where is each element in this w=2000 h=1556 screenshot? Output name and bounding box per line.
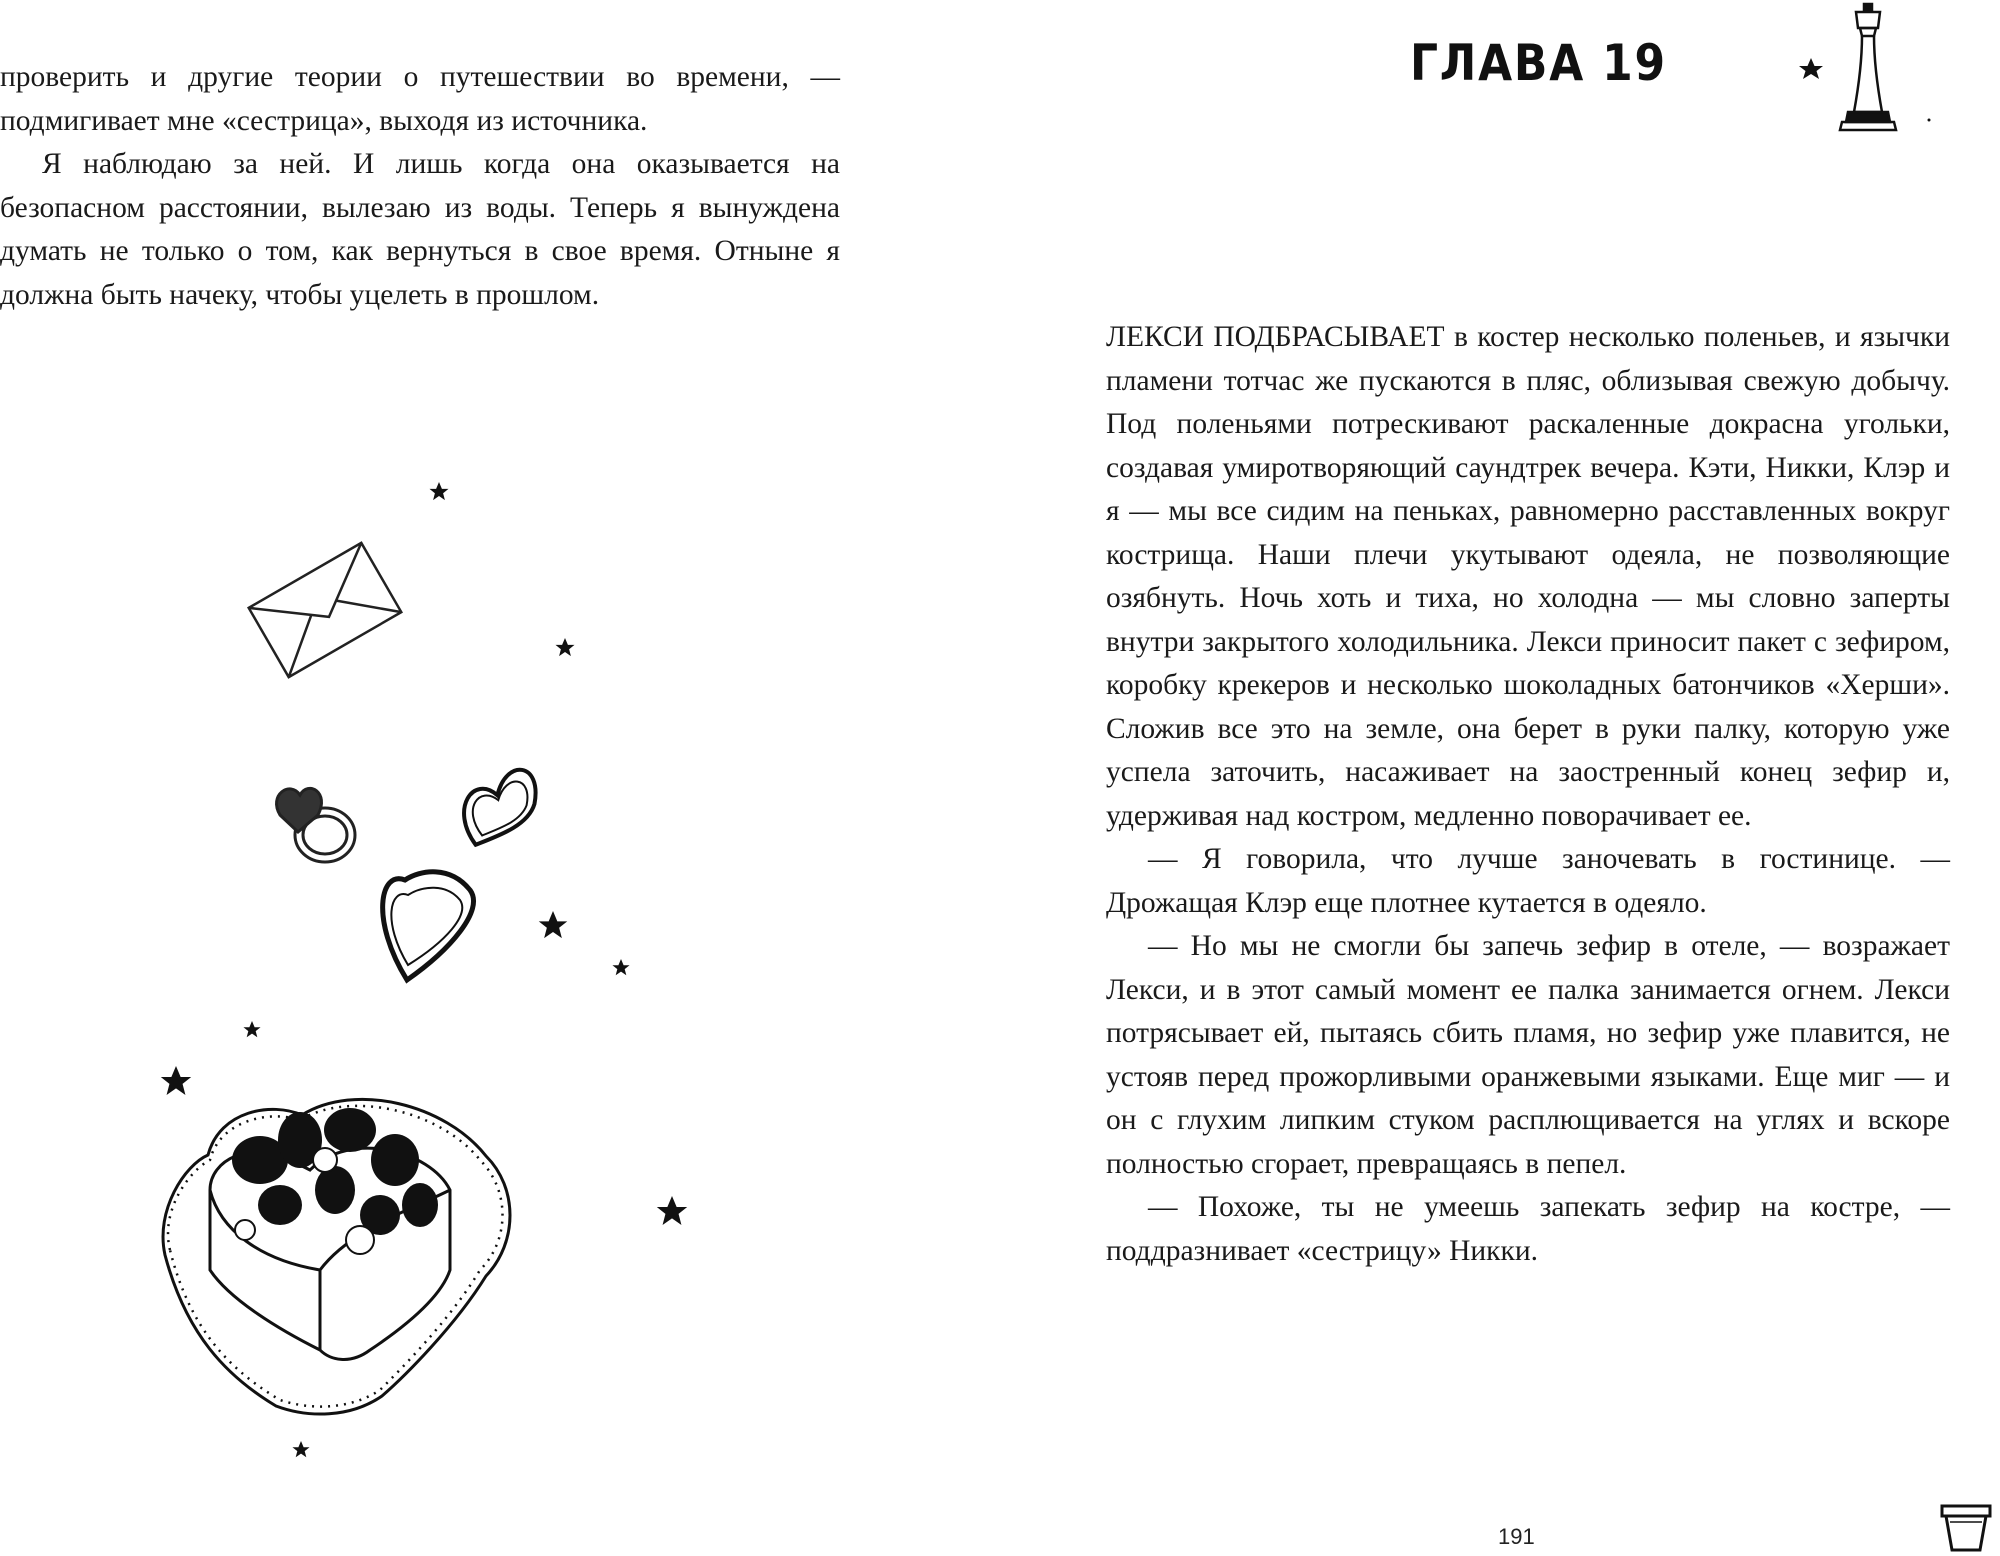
heart-cake-icon bbox=[163, 1099, 510, 1414]
ring-icon bbox=[277, 788, 355, 862]
paragraph: — Похоже, ты не умеешь запекать зефир на костре, — поддразнивает «сестрицу» Никки. bbox=[1106, 1191, 1950, 1267]
star-icon bbox=[1799, 58, 1823, 79]
chapter-decoration bbox=[1786, 0, 1936, 140]
flower-pot-icon bbox=[1936, 1496, 1996, 1554]
star-icon bbox=[243, 1021, 260, 1037]
paragraph: проверить и другие теории о путешествии во времени, — подмигивает мне «сестрица», выходя из источника. bbox=[0, 61, 840, 137]
paragraph: — Но мы не смогли бы запечь зефир в отеле, — возражает Лекси, и в этот самый момент ее палка занимается огнем. Лекси потрясывает ей, пытаясь сбить пламя, но зефир уже плавится, не устояв перед прожорливыми оранжевыми языками. Еще миг — и он с глухим липким стуком расплющивается на углях и вскоре полностью сгорает, превращаясь в пепел. bbox=[1106, 930, 1950, 1180]
star-icon bbox=[612, 959, 629, 975]
star-icon bbox=[292, 1441, 309, 1457]
star-icon bbox=[430, 482, 449, 500]
page-number: 191 bbox=[1498, 1524, 1535, 1549]
paragraph: ЛЕКСИ ПОДБРАСЫВАЕТ в костер несколько поленьев, и язычки пламени тотчас же пускаются в пляс, облизывая свежую добычу. Под поленьями потрескивают раскаленные докрасна угольки, создавая умиротворяющий саундтрек вечера. Кэти, Никки, Клэр и я — мы все сидим на пеньках, равномерно расставленных вокруг кострища. Наши плечи укутывают одеяла, не позволяющие озябнуть. Ночь хоть и тиха, но холодна — мы словно заперты внутри закрытого холодильника. Лекси приносит пакет с зефиром, коробку крекеров и несколько шоколадных батончиков «Херши». Сложив все это на земле, она берет в руки палку, которую уже успела заточить, насаживает на заостренный конец зефир и, удерживая над костром, медленно поворачивает ее. bbox=[1106, 321, 1950, 832]
chess-queen-icon bbox=[1840, 4, 1896, 130]
star-icon bbox=[657, 1196, 687, 1225]
heart-icon bbox=[383, 872, 474, 980]
star-icon bbox=[161, 1066, 191, 1095]
chapter-title: ГЛАВА 19 bbox=[1410, 34, 1667, 92]
illustration bbox=[150, 470, 710, 1470]
paragraph: — Я говорила, что лучше заночевать в гостинице. — Дрожащая Клэр еще плотнее кутается в одеяло. bbox=[1106, 843, 1950, 919]
star-icon bbox=[539, 911, 568, 938]
right-page-text bbox=[1106, 316, 1950, 1273]
left-page-text bbox=[0, 56, 840, 317]
envelope-icon bbox=[249, 543, 402, 677]
star-icon bbox=[556, 638, 575, 656]
heart-icon bbox=[458, 767, 544, 845]
paragraph: Я наблюдаю за ней. И лишь когда она оказывается на безопасном расстоянии, вылезаю из воды. Теперь я вынуждена думать не только о том, как вернуться в свое время. Отныне я должна быть начеку, чтобы уцелеть в прошлом. bbox=[0, 148, 840, 311]
